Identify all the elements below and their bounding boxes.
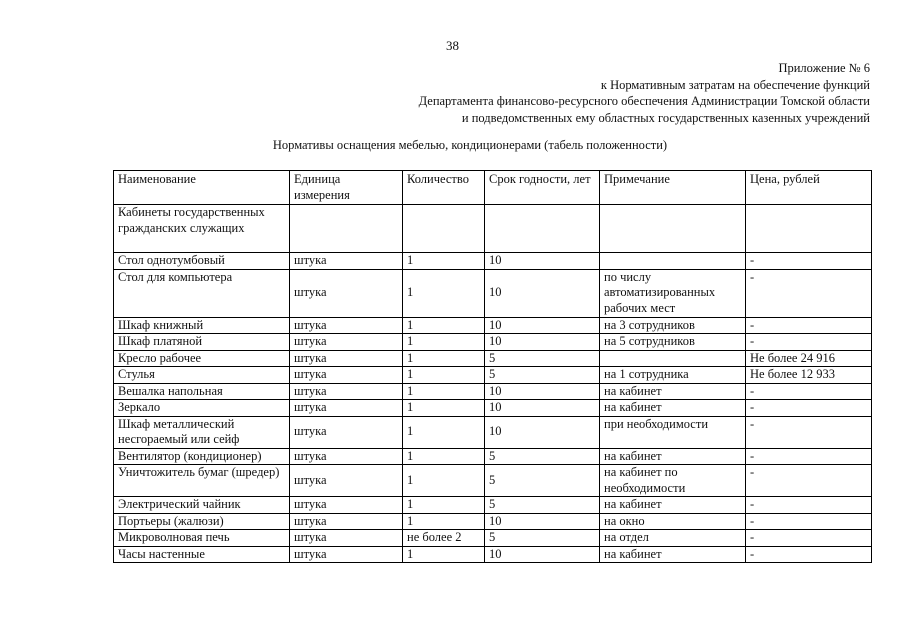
cell-quantity: 1 bbox=[403, 465, 485, 497]
cell-name: Шкаф металлический несгораемый или сейф bbox=[114, 416, 290, 448]
cell-name: Зеркало bbox=[114, 400, 290, 417]
cell-term: 5 bbox=[485, 367, 600, 384]
cell-price: - bbox=[746, 253, 872, 270]
cell-note: на отдел bbox=[600, 530, 746, 547]
cell-unit: штука bbox=[290, 546, 403, 563]
cell-name: Кресло рабочее bbox=[114, 350, 290, 367]
cell-quantity: 1 bbox=[403, 367, 485, 384]
page-number: 38 bbox=[446, 38, 459, 53]
cell-note: на 3 сотрудников bbox=[600, 317, 746, 334]
cell-term: 5 bbox=[485, 448, 600, 465]
cell-unit: штука bbox=[290, 497, 403, 514]
cell-name: Шкаф книжный bbox=[114, 317, 290, 334]
header-note: Примечание bbox=[600, 171, 746, 205]
cell-quantity: 1 bbox=[403, 269, 485, 317]
norms-table bbox=[113, 170, 872, 563]
cell-name: Стулья bbox=[114, 367, 290, 384]
table-row bbox=[114, 546, 872, 563]
cell-name: Уничтожитель бумаг (шредер) bbox=[114, 465, 290, 497]
cell-name: Вентилятор (кондиционер) bbox=[114, 448, 290, 465]
table-row bbox=[114, 416, 872, 448]
cell-term: 10 bbox=[485, 416, 600, 448]
cell-quantity: 1 bbox=[403, 497, 485, 514]
cell-unit: штука bbox=[290, 513, 403, 530]
document-title: Нормативы оснащения мебелью, кондиционерами (табель положенности) bbox=[272, 138, 668, 152]
cell-term: 5 bbox=[485, 530, 600, 547]
cell-quantity: 1 bbox=[403, 383, 485, 400]
cell-quantity: 1 bbox=[403, 400, 485, 417]
table-row bbox=[114, 334, 872, 351]
cell-note: на 5 сотрудников bbox=[600, 334, 746, 351]
cell-name: Вешалка напольная bbox=[114, 383, 290, 400]
header-quantity: Количество bbox=[403, 171, 485, 205]
cell-price: - bbox=[746, 416, 872, 448]
cell-term: 10 bbox=[485, 269, 600, 317]
table-header-row bbox=[114, 171, 872, 205]
cell-unit: штука bbox=[290, 400, 403, 417]
cell-quantity: 1 bbox=[403, 513, 485, 530]
appendix-line-4: и подведомственных ему областных государственных казенных учреждений bbox=[461, 110, 870, 125]
header-price: Цена, рублей bbox=[746, 171, 872, 205]
cell-name: Шкаф платяной bbox=[114, 334, 290, 351]
appendix-line-3: Департамента финансово-ресурсного обеспечения Администрации Томской области bbox=[418, 94, 870, 108]
cell-term: 10 bbox=[485, 400, 600, 417]
cell-quantity: 1 bbox=[403, 448, 485, 465]
cell-price: - bbox=[746, 497, 872, 514]
cell-name: Портьеры (жалюзи) bbox=[114, 513, 290, 530]
cell-unit: штука bbox=[290, 448, 403, 465]
header-term: Срок годности, лет bbox=[485, 171, 600, 205]
cell-note: на окно bbox=[600, 513, 746, 530]
cell-quantity: 1 bbox=[403, 253, 485, 270]
cell-unit: штука bbox=[290, 383, 403, 400]
cell-note: на кабинет bbox=[600, 546, 746, 563]
table-row bbox=[114, 513, 872, 530]
header-unit: Единица измерения bbox=[290, 171, 403, 205]
cell-price: Не более 24 916 bbox=[746, 350, 872, 367]
table-row bbox=[114, 497, 872, 514]
cell-price: - bbox=[746, 334, 872, 351]
cell-unit: штука bbox=[290, 269, 403, 317]
appendix-line-2: к Нормативным затратам на обеспечение функций bbox=[600, 77, 870, 92]
cell-price: - bbox=[746, 269, 872, 317]
table-row bbox=[114, 367, 872, 384]
cell-price: - bbox=[746, 513, 872, 530]
cell-price: - bbox=[746, 465, 872, 497]
cell-term: 10 bbox=[485, 546, 600, 563]
cell-quantity: 1 bbox=[403, 546, 485, 563]
cell-quantity: 1 bbox=[403, 334, 485, 351]
header-name: Наименование bbox=[114, 171, 290, 205]
cell-term: 10 bbox=[485, 317, 600, 334]
cell-term: 10 bbox=[485, 383, 600, 400]
cell-term: 10 bbox=[485, 253, 600, 270]
cell-note: на кабинет bbox=[600, 448, 746, 465]
cell-price: - bbox=[746, 530, 872, 547]
appendix-line-1: Приложение № 6 bbox=[778, 61, 870, 75]
appendix-header bbox=[170, 60, 870, 126]
cell-term: 5 bbox=[485, 465, 600, 497]
cell-price: Не более 12 933 bbox=[746, 367, 872, 384]
cell-name: Часы настенные bbox=[114, 546, 290, 563]
cell-note: по числу автоматизированных рабочих мест bbox=[600, 269, 746, 317]
cell-unit: штука bbox=[290, 416, 403, 448]
cell-term: 5 bbox=[485, 350, 600, 367]
table-row bbox=[114, 400, 872, 417]
cell-unit: штука bbox=[290, 253, 403, 270]
cell-name: Стол однотумбовый bbox=[114, 253, 290, 270]
cell-name: Стол для компьютера bbox=[114, 269, 290, 317]
cell-unit: штука bbox=[290, 465, 403, 497]
cell-price: - bbox=[746, 317, 872, 334]
table-row bbox=[114, 383, 872, 400]
cell-note: на кабинет bbox=[600, 400, 746, 417]
section-row bbox=[114, 205, 872, 253]
table-row bbox=[114, 253, 872, 270]
cell-note bbox=[600, 350, 746, 367]
cell-term: 5 bbox=[485, 497, 600, 514]
table-row bbox=[114, 465, 872, 497]
cell-price: - bbox=[746, 383, 872, 400]
cell-price: - bbox=[746, 400, 872, 417]
cell-term: 10 bbox=[485, 513, 600, 530]
cell-name: Микроволновая печь bbox=[114, 530, 290, 547]
cell-unit: штука bbox=[290, 350, 403, 367]
cell-quantity: 1 bbox=[403, 317, 485, 334]
table-row bbox=[114, 350, 872, 367]
section-title: Кабинеты государственных гражданских служащих bbox=[114, 205, 290, 253]
cell-note: на кабинет по необходимости bbox=[600, 465, 746, 497]
cell-note: на кабинет bbox=[600, 497, 746, 514]
cell-note: при необходимости bbox=[600, 416, 746, 448]
table-row bbox=[114, 448, 872, 465]
cell-term: 10 bbox=[485, 334, 600, 351]
cell-note bbox=[600, 253, 746, 270]
cell-quantity: 1 bbox=[403, 350, 485, 367]
cell-note: на кабинет bbox=[600, 383, 746, 400]
cell-unit: штука bbox=[290, 317, 403, 334]
cell-price: - bbox=[746, 448, 872, 465]
table-row bbox=[114, 269, 872, 317]
cell-unit: штука bbox=[290, 530, 403, 547]
cell-quantity: не более 2 bbox=[403, 530, 485, 547]
cell-note: на 1 сотрудника bbox=[600, 367, 746, 384]
cell-unit: штука bbox=[290, 334, 403, 351]
table-row bbox=[114, 530, 872, 547]
cell-name: Электрический чайник bbox=[114, 497, 290, 514]
cell-price: - bbox=[746, 546, 872, 563]
cell-unit: штука bbox=[290, 367, 403, 384]
table-row bbox=[114, 317, 872, 334]
cell-quantity: 1 bbox=[403, 416, 485, 448]
